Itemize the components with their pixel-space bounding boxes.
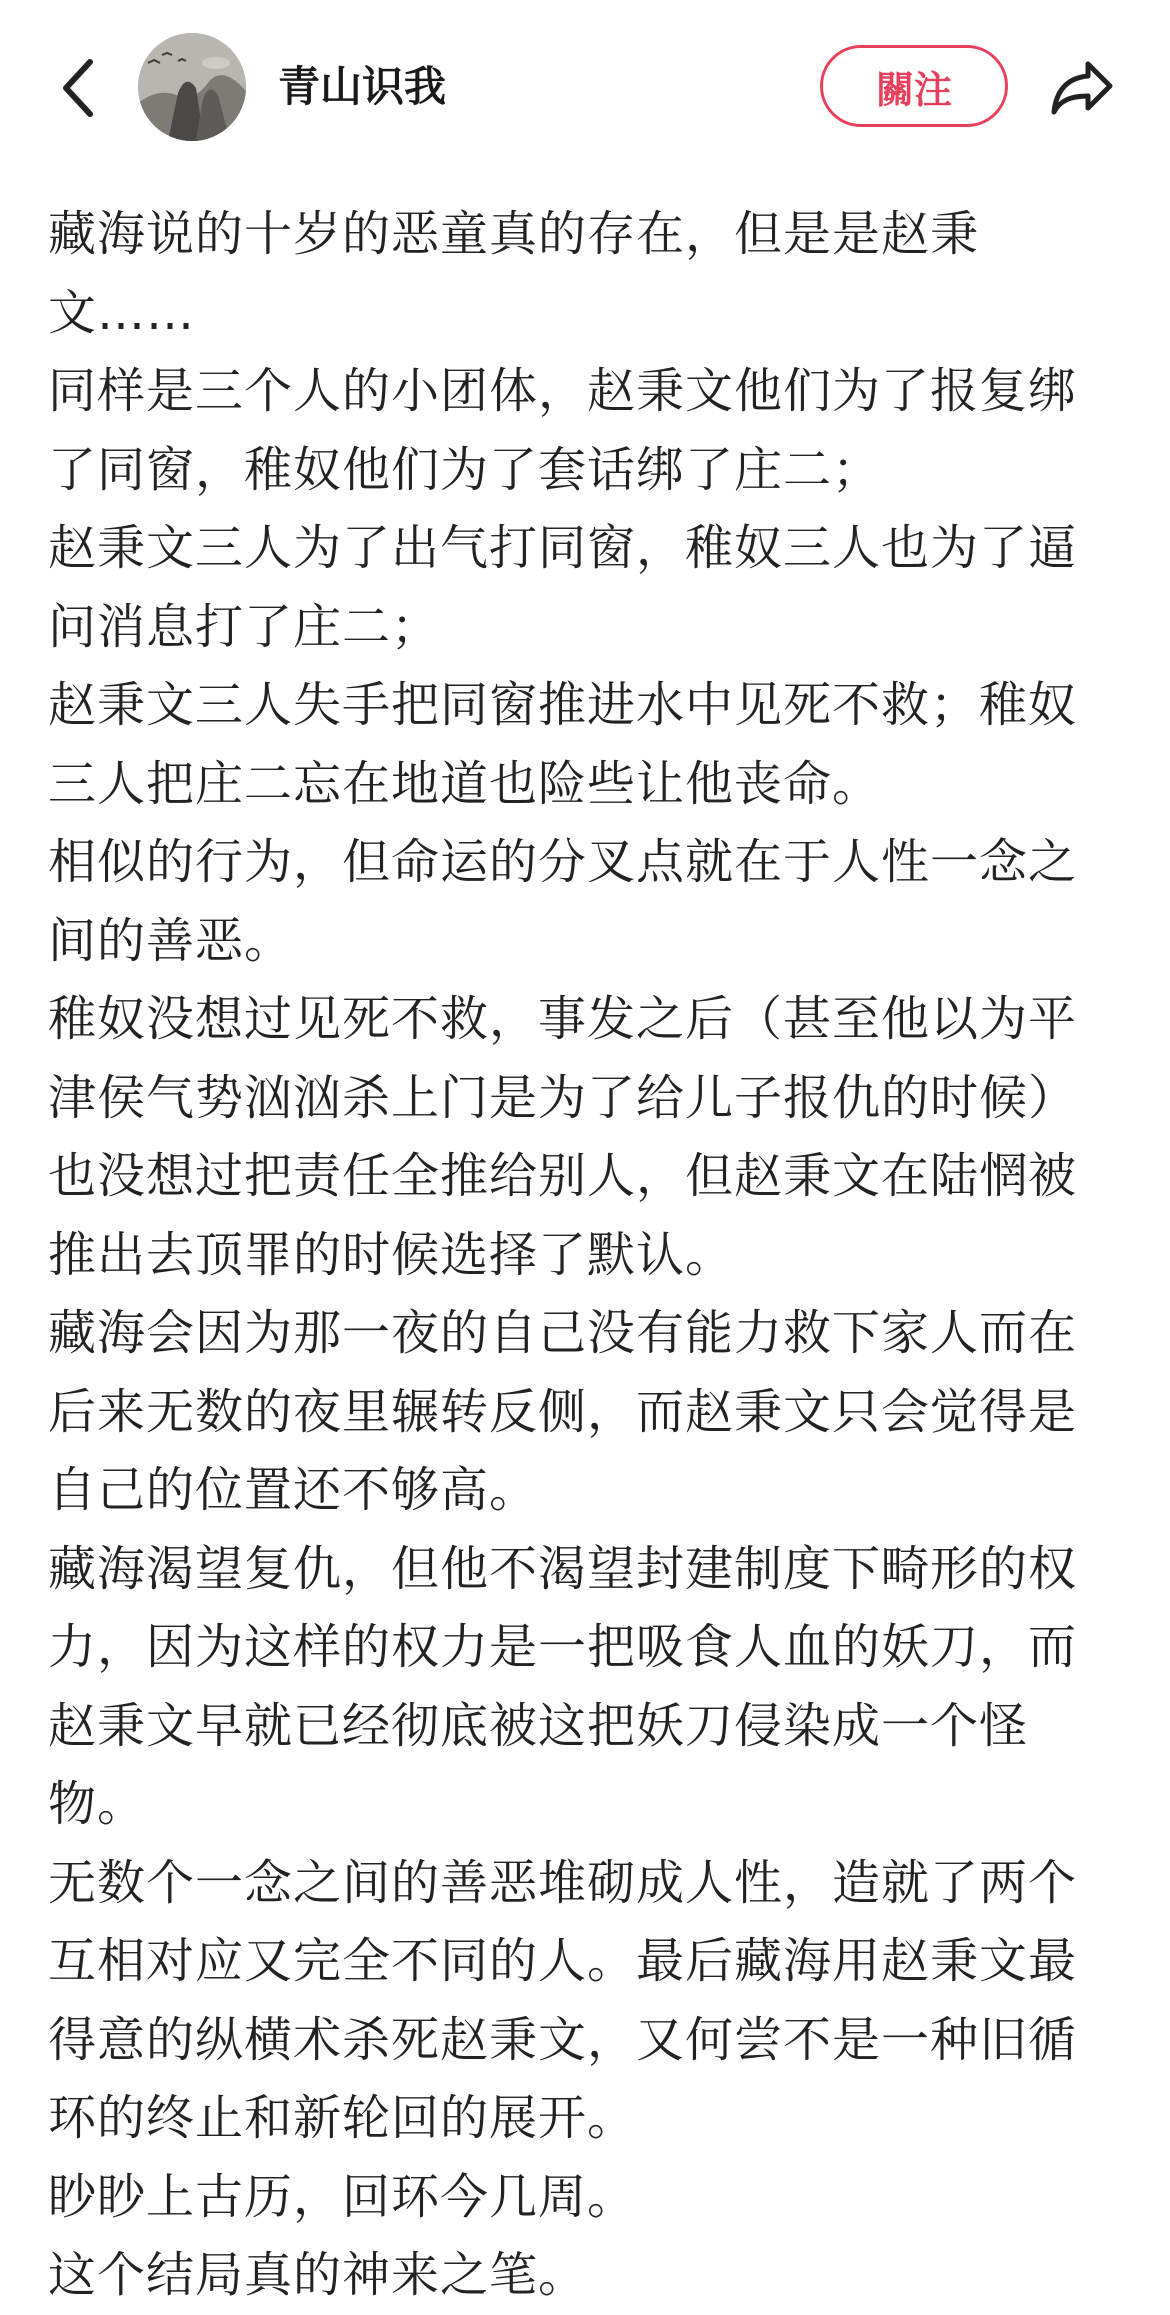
- post-header: [0, 0, 1170, 175]
- paragraph: 这个结局真的神来之笔。: [48, 2247, 588, 2303]
- post-body: [48, 195, 1118, 2315]
- username[interactable]: 青山识我: [278, 62, 447, 111]
- share-button[interactable]: [1042, 50, 1122, 126]
- paragraph: 同样是三个人的小团体，赵秉文他们为了报复绑了同窗，稚奴他们为了套话绑了庄二；: [48, 363, 1078, 498]
- avatar[interactable]: [138, 33, 246, 141]
- paragraph: 稚奴没想过见死不救，事发之后（甚至他以为平津侯气势汹汹杀上门是为了给儿子报仇的时候）也没想过把责任全推给别人，但赵秉文在陆惘被推出去顶罪的时候选择了默认。: [48, 991, 1078, 1283]
- paragraph: 无数个一念之间的善恶堆砌成人性，造就了两个互相对应又完全不同的人。最后藏海用赵秉文最得意的纵横术杀死赵秉文，又何尝不是一种旧循环的终止和新轮回的展开。: [48, 1854, 1078, 2146]
- paragraph: 赵秉文三人失手把同窗推进水中见死不救；稚奴三人把庄二忘在地道也险些让他丧命。: [48, 677, 1078, 812]
- paragraph: 相似的行为，但命运的分叉点就在于人性一念之间的善恶。: [48, 834, 1078, 969]
- chevron-left-icon: [58, 56, 98, 120]
- back-button[interactable]: [48, 50, 108, 126]
- paragraph: 赵秉文三人为了出气打同窗，稚奴三人也为了逼问消息打了庄二；: [48, 520, 1078, 655]
- paragraph: 藏海说的十岁的恶童真的存在，但是是赵秉文……: [48, 206, 980, 341]
- paragraph: 眇眇上古历，回环今几周。: [48, 2168, 637, 2225]
- follow-button[interactable]: 關注: [820, 45, 1008, 127]
- avatar-landscape-image: [138, 33, 246, 141]
- paragraph: 藏海渴望复仇，但他不渴望封建制度下畸形的权力，因为这样的权力是一把吸食人血的妖刀，而赵秉文早就已经彻底被这把妖刀侵染成一个怪物。: [48, 1540, 1078, 1832]
- paragraph: 藏海会因为那一夜的自己没有能力救下家人而在后来无数的夜里辗转反侧，而赵秉文只会觉得是自己的位置还不够高。: [48, 1305, 1078, 1518]
- share-arrow-icon: [1048, 58, 1116, 118]
